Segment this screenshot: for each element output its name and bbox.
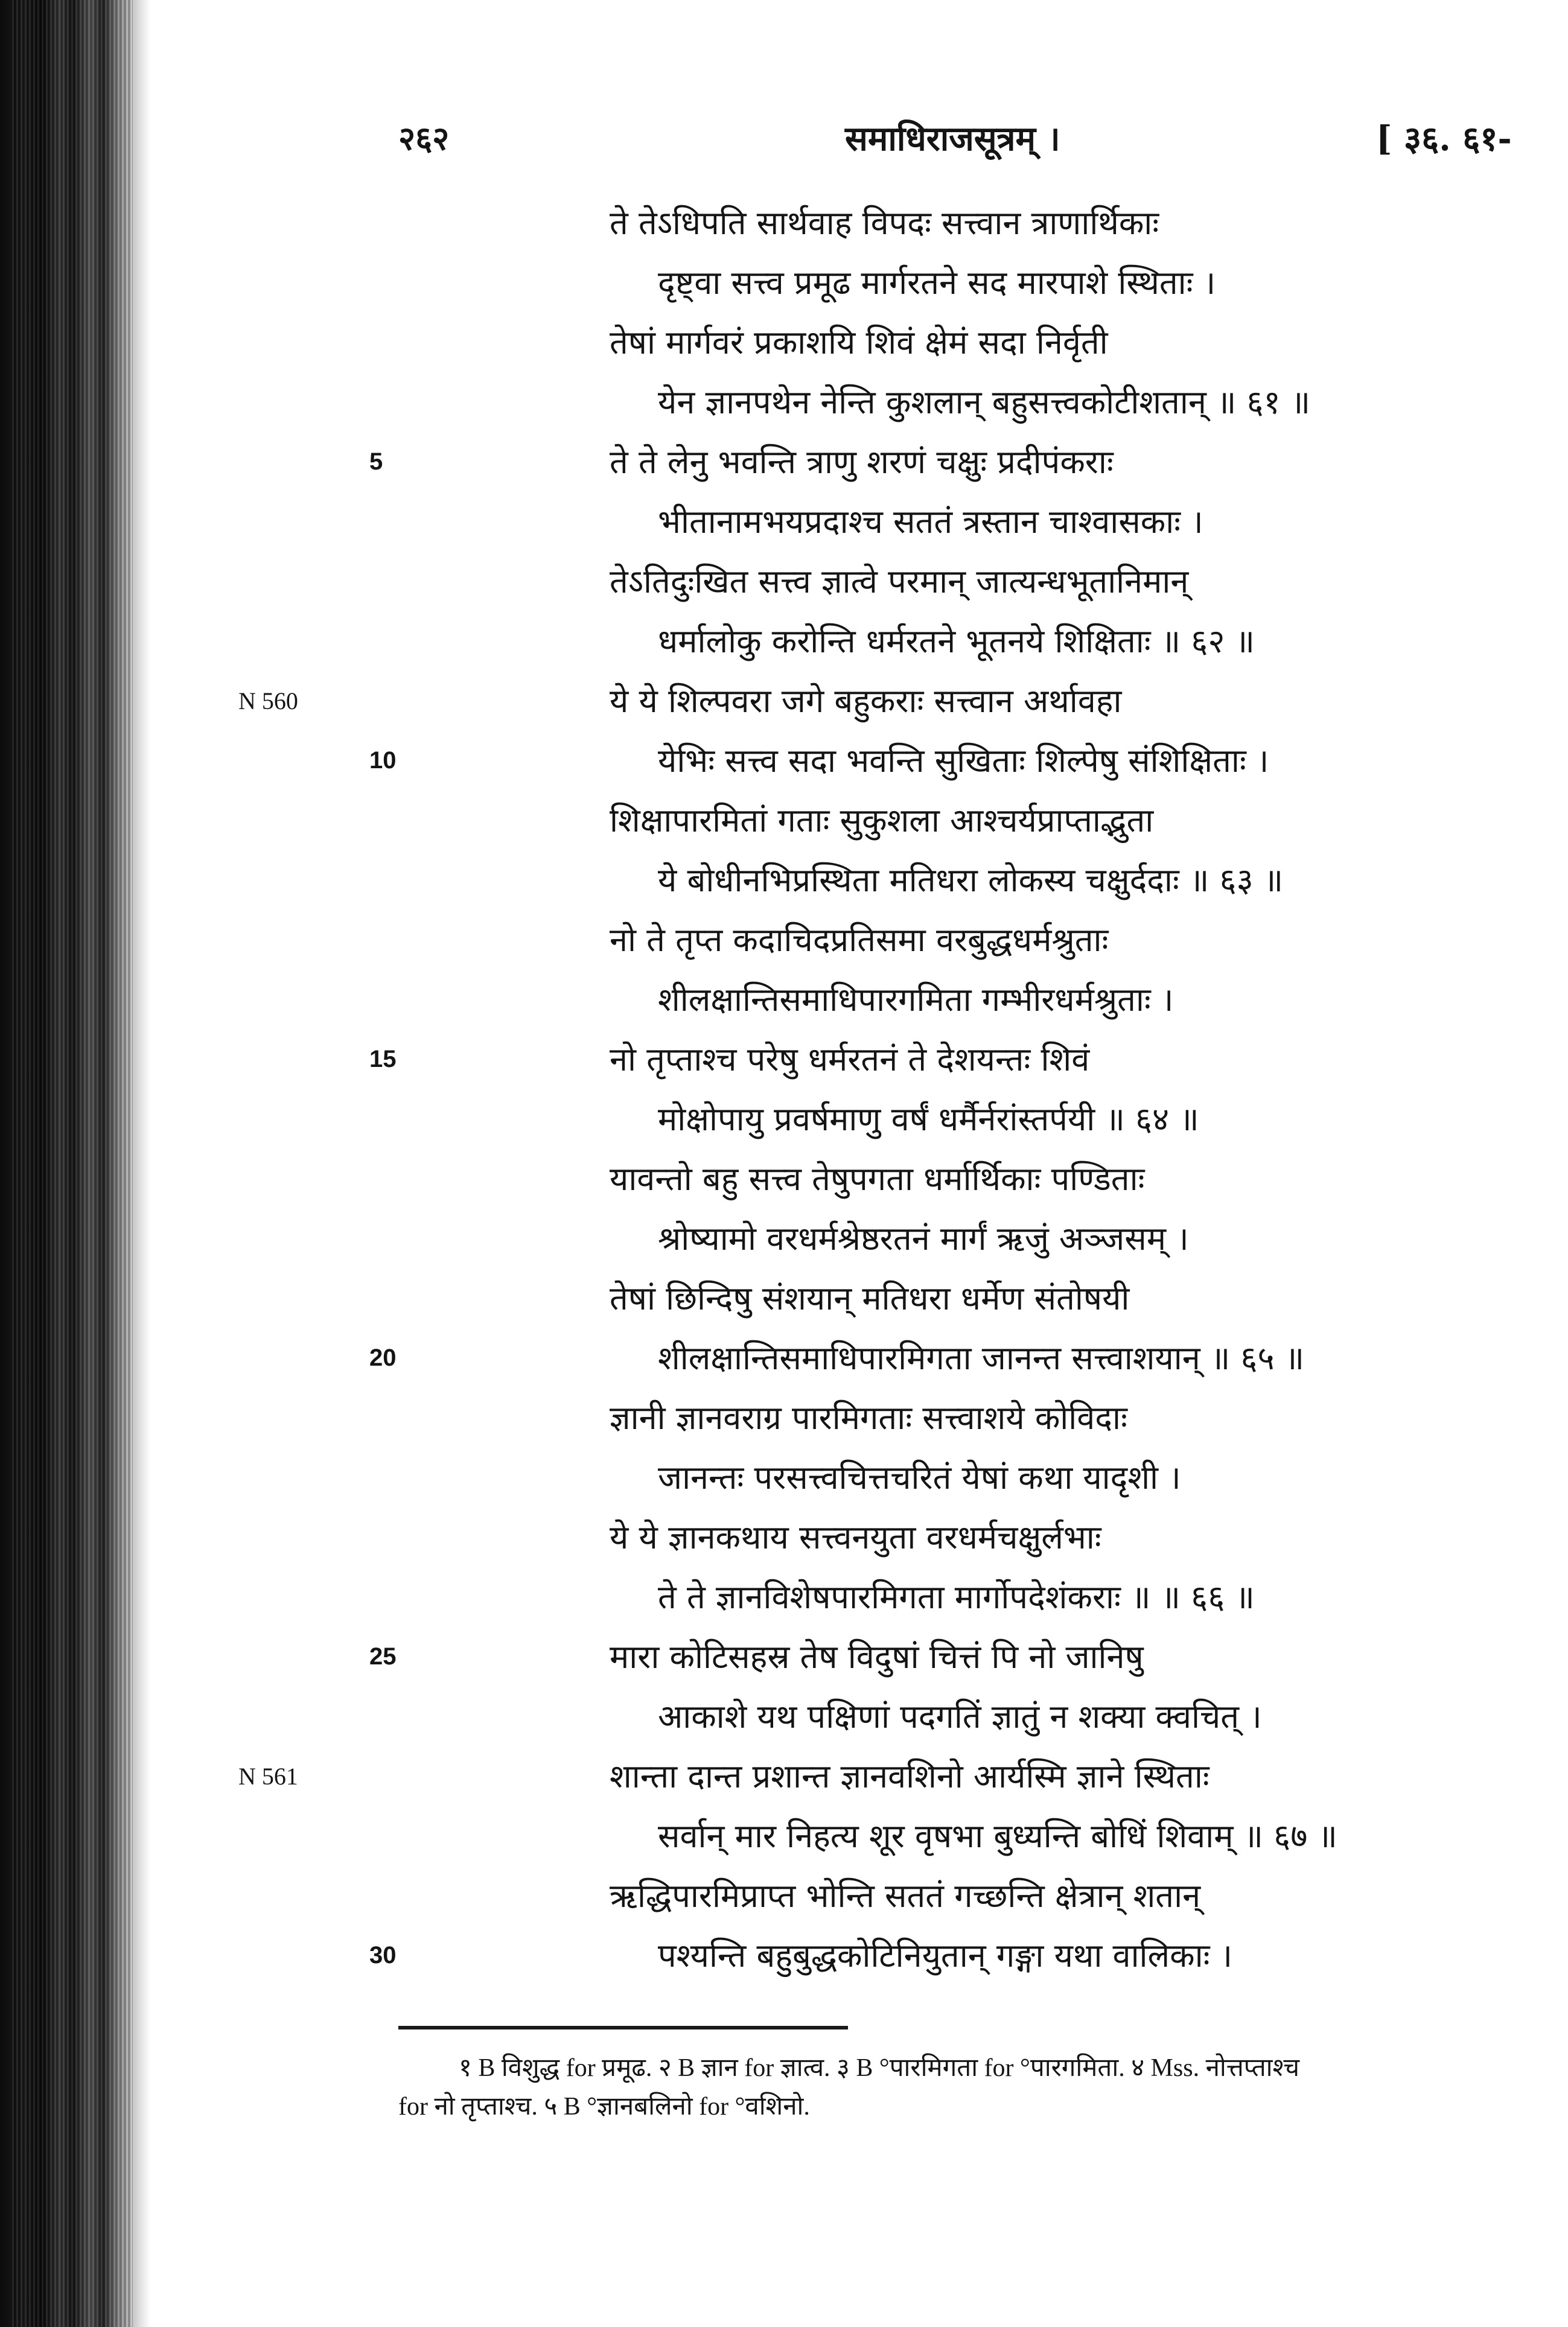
verse-line	[0, 970, 1568, 1030]
verse-line	[0, 1209, 1568, 1269]
footnotes	[398, 2049, 1527, 2126]
footnote-line: for नो तृप्ताश्च. ५ B °ज्ञानबलिनो for °वशिनो.	[398, 2093, 810, 2121]
verse-text: ते ते ज्ञानविशेषपारमिगता मार्गोपदेशंकराः ॥ ॥ ६६ ॥	[658, 1578, 1255, 1616]
verse-line	[0, 850, 1568, 910]
line-number: 10	[369, 747, 397, 774]
verse-line	[0, 1269, 1568, 1328]
verse-line	[0, 1149, 1568, 1209]
verse-text: आकाशे यथ पक्षिणां पदगतिं ज्ञातुं न शक्या क्वचित् ।	[658, 1698, 1262, 1736]
verse-line	[0, 1746, 1568, 1806]
verse-text: यावन्तो बहु सत्त्व तेषुपगता धर्मार्थिकाः पण्डिताः	[610, 1160, 1145, 1198]
verse-line	[0, 1388, 1568, 1448]
verse-line	[0, 1567, 1568, 1627]
verse-text: ज्ञानी ज्ञानवराग्र पारमिगताः सत्त्वाशये कोविदाः	[610, 1399, 1127, 1437]
line-number: 20	[369, 1345, 397, 1371]
line-number: 30	[369, 1942, 397, 1969]
page-number: २६२	[398, 119, 450, 158]
section-reference: [ ३६. ६१-	[1376, 119, 1512, 159]
verse-text: तेषां मार्गवरं प्रकाशयि शिवं क्षेमं सदा निर्वृती	[610, 323, 1108, 361]
verse-text: शीलक्षान्तिसमाधिपारमिगता जानन्त सत्त्वाशयान् ॥ ६५ ॥	[658, 1339, 1305, 1377]
verse-text: शीलक्षान्तिसमाधिपारगमिता गम्भीरधर्मश्रुताः ।	[658, 981, 1174, 1019]
verse-text: मारा कोटिसहस्र तेष विदुषां चित्तं पि नो जानिषु	[610, 1638, 1144, 1676]
verse-text: धर्मालोकु करोन्ति धर्मरतने भूतनये शिक्षिताः ॥ ६२ ॥	[658, 622, 1255, 660]
verse-text: येभिः सत्त्व सदा भवन्ति सुखिताः शिल्पेषु संशिक्षिताः ।	[658, 742, 1269, 780]
verse-line	[0, 1030, 1568, 1089]
verse-line	[0, 910, 1568, 970]
verse-line	[0, 1627, 1568, 1687]
verse-text-block	[0, 193, 1568, 1985]
footnote-line: १ B विशुद्ध for प्रमूढ. २ B ज्ञान for ज्ञात्व. ३ B °पारमिगता for °पारगमिता. ४ Mss. नोत्तप्ताश्च	[459, 2054, 1300, 2082]
verse-line	[0, 611, 1568, 671]
verse-text: ये बोधीनभिप्रस्थिता मतिधरा लोकस्य चक्षुर्ददाः ॥ ६३ ॥	[658, 861, 1284, 899]
verse-text: श्रोष्यामो वरधर्मश्रेष्ठरतनं मार्गं ऋजुं अञ्जसम् ।	[658, 1220, 1189, 1258]
verse-line	[0, 193, 1568, 253]
page-title: समाधिराजसूत्रम् ।	[845, 119, 1060, 159]
verse-line	[0, 432, 1568, 492]
verse-text: ते तेऽधिपति सार्थवाह विपदः सत्त्वान त्राणार्थिकाः	[610, 204, 1159, 242]
verse-text: येन ज्ञानपथेन नेन्ति कुशलान् बहुसत्त्वकोटीशतान् ॥ ६१ ॥	[658, 383, 1311, 421]
verse-line	[0, 1328, 1568, 1388]
verse-text: दृष्ट्वा सत्त्व प्रमूढ मार्गरतने सद मारपाशे स्थिताः ।	[658, 264, 1216, 302]
edition-page-marker: N 560	[238, 687, 298, 715]
verse-text: ये ये शिल्पवरा जगे बहुकराः सत्त्वान अर्थावहा	[610, 682, 1122, 720]
verse-text: ये ये ज्ञानकथाय सत्त्वनयुता वरधर्मचक्षुर्लभाः	[610, 1518, 1101, 1556]
verse-line	[0, 492, 1568, 552]
line-number: 5	[369, 448, 383, 475]
verse-line	[0, 552, 1568, 611]
verse-line	[0, 1866, 1568, 1926]
verse-text: तेषां छिन्दिषु संशयान् मतिधरा धर्मेण संतोषयी	[610, 1279, 1130, 1317]
verse-line	[0, 671, 1568, 731]
running-head	[0, 115, 1568, 169]
verse-text: नो ते तृप्त कदाचिदप्रतिसमा वरबुद्धधर्मश्रुताः	[610, 921, 1109, 959]
verse-text: ते ते लेनु भवन्ति त्राणु शरणं चक्षुः प्रदीपंकराः	[610, 443, 1114, 481]
verse-text: पश्यन्ति बहुबुद्धकोटिनियुतान् गङ्गा यथा वालिकाः ।	[658, 1937, 1233, 1975]
footnote-divider	[398, 2026, 848, 2029]
verse-line	[0, 1806, 1568, 1866]
verse-line	[0, 1507, 1568, 1567]
verse-text: तेऽतिदुःखित सत्त्व ज्ञात्वे परमान् जात्यन्धभूतानिमान्	[610, 562, 1189, 600]
verse-line	[0, 313, 1568, 372]
verse-line	[0, 253, 1568, 313]
verse-line	[0, 1089, 1568, 1149]
verse-line	[0, 791, 1568, 850]
verse-text: शान्ता दान्त प्रशान्त ज्ञानवशिनो आर्यस्मि ज्ञाने स्थिताः	[610, 1757, 1209, 1795]
verse-text: नो तृप्ताश्च परेषु धर्मरतनं ते देशयन्तः शिवं	[610, 1040, 1090, 1078]
verse-text: भीतानामभयप्रदाश्च सततं त्रस्तान चाश्वासकाः ।	[658, 503, 1203, 541]
verse-line	[0, 731, 1568, 791]
verse-text: मोक्षोपायु प्रवर्षमाणु वर्षं धर्मैर्नरांस्तर्पयी ॥ ६४ ॥	[658, 1100, 1199, 1138]
line-number: 25	[369, 1643, 397, 1670]
verse-line	[0, 1448, 1568, 1507]
verse-text: सर्वान् मार निहत्य शूर वृषभा बुध्यन्ति बोधिं शिवाम् ॥ ६७ ॥	[658, 1817, 1337, 1855]
verse-text: जानन्तः परसत्त्वचित्तचरितं येषां कथा यादृशी ।	[658, 1459, 1181, 1497]
verse-text: शिक्षापारमितां गताः सुकुशला आश्चर्यप्राप्ताद्भुता	[610, 801, 1154, 839]
verse-line	[0, 1687, 1568, 1746]
verse-text: ऋद्धिपारमिप्राप्त भोन्ति सततं गच्छन्ति क्षेत्रान् शतान्	[610, 1877, 1201, 1915]
edition-page-marker: N 561	[238, 1763, 298, 1790]
verse-line	[0, 1926, 1568, 1985]
verse-line	[0, 372, 1568, 432]
line-number: 15	[369, 1046, 397, 1072]
